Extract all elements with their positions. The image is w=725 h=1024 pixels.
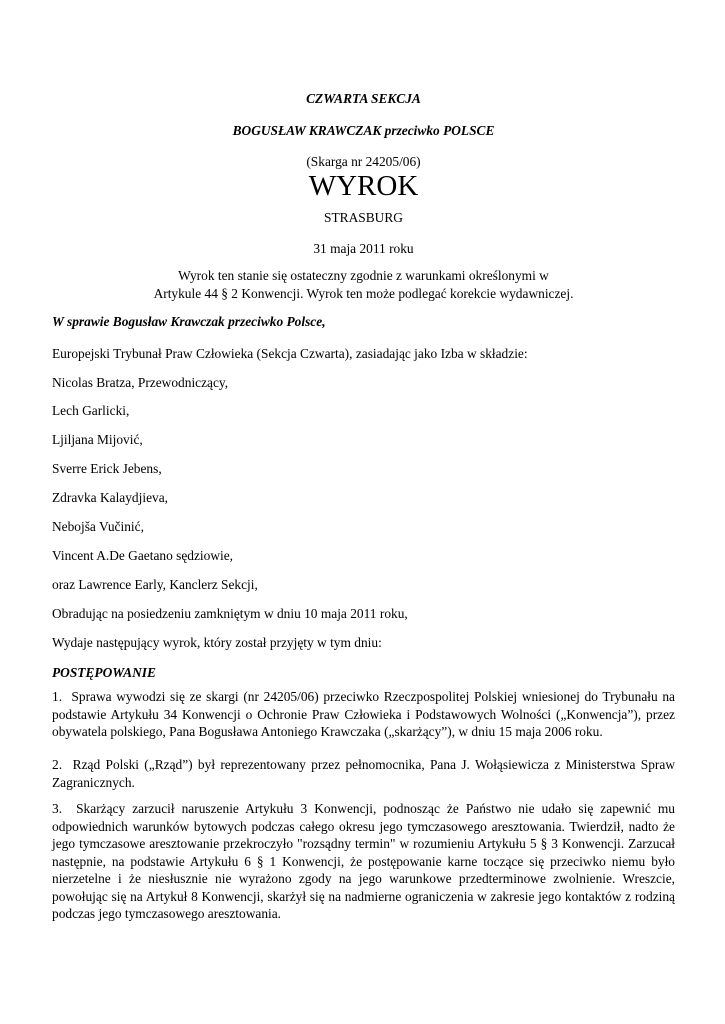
place: STRASBURG <box>324 210 403 225</box>
judge-entry: Ljiljana Mijović, <box>52 432 143 447</box>
judgment-date: 31 maja 2011 roku <box>313 241 414 256</box>
paragraph-3 <box>52 800 675 923</box>
paragraph-1 <box>52 688 675 741</box>
paragraph-number: 3. <box>52 801 63 816</box>
finality-note-line2: Artykule 44 § 2 Konwencji. Wyrok ten może podlegać korekcie wydawniczej. <box>153 286 574 301</box>
section-heading: CZWARTA SEKCJA <box>306 91 421 106</box>
document-type-title: WYROK <box>308 170 419 202</box>
paragraph-text: Skarżący zarzucił naruszenie Artykułu 3 Konwencji, podnosząc że Państwo nie udało się zapewnić mu odpowiednich warunków bytowych podczas całego okresu jego tymczasowego aresztowania. Twierdził, nadto że jego tymczasowe aresztowanie przekroczyło "rozsądny termin" w rozumieniu Artykułu 5 § 3 Konwencji. Zarzucał następnie, na podstawie Artykułu 6 § 1 Konwencji, że postępowanie karne toczące się przeciwko niemu było nierzetelne i że niesłusznie nie wyrażono zgody na jego warunkowe przedterminowe zwolnienie. Wreszcie, powołując się na Artykuł 8 Konwencji, skarżył się na nadmierne ograniczenia w zakresie jego kontaktów z rodziną podczas jego tymczasowego aresztowania. <box>52 801 675 921</box>
delivery-statement: Wydaje następujący wyrok, który został przyjęty w tym dniu: <box>52 635 382 650</box>
in-case-heading: W sprawie Bogusław Krawczak przeciwko Polsce, <box>52 314 326 329</box>
paragraph-text: Sprawa wywodzi się ze skargi (nr 24205/06) przeciwko Rzeczpospolitej Polskiej wniesionej do Trybunału na podstawie Artykułu 34 Konwencji o Ochronie Praw Człowieka i Podstawowych Wolności („Konwencja”), przez obywatela polskiego, Pana Bogusława Antoniego Krawczaka („skarżący”), w dniu 15 maja 2006 roku. <box>52 689 675 739</box>
paragraph-2 <box>52 756 675 791</box>
judge-entry: Nebojša Vučinić, <box>52 519 144 534</box>
court-intro: Europejski Trybunał Praw Człowieka (Sekcja Czwarta), zasiadając jako Izba w składzie: <box>52 346 528 361</box>
finality-note-line1: Wyrok ten stanie się ostateczny zgodnie z warunkami określonymi w <box>178 268 549 283</box>
judge-entry: Lech Garlicki, <box>52 403 130 418</box>
deliberation-statement: Obradując na posiedzeniu zamkniętym w dniu 10 maja 2011 roku, <box>52 606 408 621</box>
procedure-heading: POSTĘPOWANIE <box>52 665 156 680</box>
paragraph-text: Rząd Polski („Rząd”) był reprezentowany przez pełnomocnika, Pana J. Wołąsiewicza z Ministerstwa Spraw Zagranicznych. <box>52 757 675 790</box>
paragraph-number: 2. <box>52 757 63 772</box>
paragraph-number: 1. <box>52 689 63 704</box>
judge-entry: Sverre Erick Jebens, <box>52 461 162 476</box>
judge-entry: Vincent A.De Gaetano sędziowie, <box>52 548 234 563</box>
registrar-entry: oraz Lawrence Early, Kanclerz Sekcji, <box>52 577 258 592</box>
judge-entry: Zdravka Kalaydjieva, <box>52 490 168 505</box>
case-title: BOGUSŁAW KRAWCZAK przeciwko POLSCE <box>232 123 495 138</box>
judge-entry: Nicolas Bratza, Przewodniczący, <box>52 375 229 390</box>
application-number: (Skarga nr 24205/06) <box>306 154 421 169</box>
